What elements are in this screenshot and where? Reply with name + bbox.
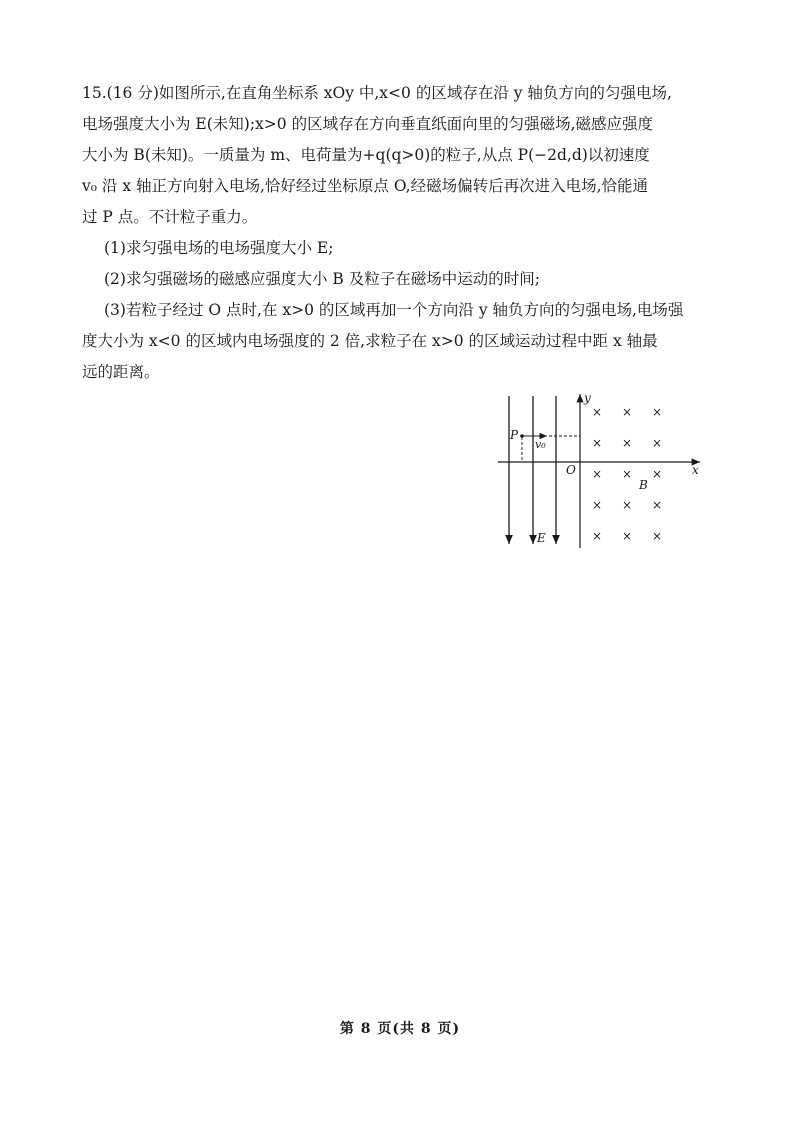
origin-label: O bbox=[566, 463, 576, 477]
field-mark: × bbox=[652, 529, 663, 543]
field-mark: × bbox=[622, 436, 633, 450]
y-axis-label: y bbox=[584, 392, 591, 405]
velocity-label: v₀ bbox=[535, 438, 546, 451]
field-mark: × bbox=[652, 467, 663, 481]
question-3-line: 度大小为 x<0 的区域内电场强度的 2 倍,求粒子在 x>0 的区域运动过程中距 x 轴最 bbox=[82, 332, 658, 350]
field-diagram-svg bbox=[496, 392, 706, 554]
problem-15 bbox=[82, 78, 702, 388]
field-mark: × bbox=[592, 498, 603, 512]
page-footer: 第 8 页(共 8 页) bbox=[339, 1021, 461, 1037]
electric-field-label: E bbox=[537, 531, 546, 545]
field-mark: × bbox=[592, 467, 603, 481]
problem-line: 电场强度大小为 E(未知);x>0 的区域存在方向垂直纸面向里的匀强磁场,磁感应强度 bbox=[82, 115, 654, 133]
point-p-label: P bbox=[510, 428, 519, 442]
field-mark: × bbox=[622, 467, 633, 481]
question-2: (2)求匀强磁场的磁感应强度大小 B 及粒子在磁场中运动的时间; bbox=[104, 270, 540, 288]
problem-line: 过 P 点。不计粒子重力。 bbox=[82, 208, 258, 226]
field-mark: × bbox=[592, 436, 603, 450]
field-mark: × bbox=[652, 498, 663, 512]
field-mark: × bbox=[622, 405, 633, 419]
field-mark: × bbox=[622, 498, 633, 512]
question-1: (1)求匀强电场的电场强度大小 E; bbox=[104, 239, 334, 257]
problem-line: 15.(16 分)如图所示,在直角坐标系 xOy 中,x<0 的区域存在沿 y 轴负方向的匀强电场, bbox=[82, 84, 672, 102]
problem-line: 大小为 B(未知)。一质量为 m、电荷量为+q(q>0)的粒子,从点 P(−2d,d)以初速度 bbox=[82, 146, 650, 164]
x-axis-label: x bbox=[692, 463, 699, 477]
field-mark: × bbox=[592, 405, 603, 419]
field-diagram bbox=[496, 392, 706, 554]
field-mark: × bbox=[592, 529, 603, 543]
field-mark: × bbox=[622, 529, 633, 543]
magnetic-field-marks bbox=[592, 405, 662, 543]
question-3-line: (3)若粒子经过 O 点时,在 x>0 的区域再加一个方向沿 y 轴负方向的匀强电场,电场强 bbox=[104, 301, 684, 319]
problem-line: v₀ 沿 x 轴正方向射入电场,恰好经过坐标原点 O,经磁场偏转后再次进入电场,恰能通 bbox=[82, 177, 649, 195]
field-mark: × bbox=[652, 436, 663, 450]
question-3-line: 远的距离。 bbox=[82, 363, 160, 381]
magnetic-field-label: B bbox=[639, 478, 648, 492]
field-mark: × bbox=[652, 405, 663, 419]
